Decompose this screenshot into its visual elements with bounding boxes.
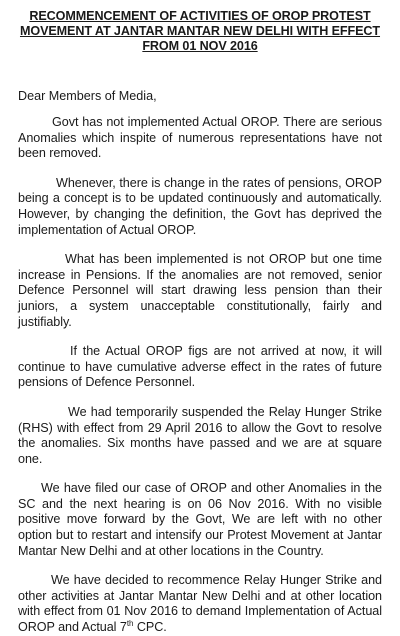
paragraph-1: Govt has not implemented Actual OROP. There are serious Anomalies which inspite of numerous representations have not been removed. [18,115,382,161]
title-line-2: MOVEMENT AT JANTAR MANTAR NEW DELHI WITH EFFECT [19,24,381,38]
paragraph-2: Whenever, there is change in the rates of pensions, OROP being a concept is to be updated continuously and automatically. However, by changing the definition, the Govt has deprived the implementation of Actual OROP. [18,175,382,237]
title-line-3: FROM 01 NOV 2016 [142,39,258,53]
paragraph-7 [18,573,382,635]
paragraph-6: We have filed our case of OROP and other Anomalies in the SC and the next hearing is on 06 Nov 2016. With no visible positive move forward by the Govt, We are left with no other option but to restart and intensify our Protest Movement at Jantar Mantar New Delhi and at other locations in the Country. [18,481,382,558]
salutation: Dear Members of Media, [18,89,157,103]
paragraph-3: What has been implemented is not OROP but one time increase in Pensions. If the anomalies are not removed, senior Defence Personnel will start drawing less pension than their juniors, a system unacceptable constitutionally, fairly and justifiably. [18,252,382,329]
paragraph-7-text: We have decided to recommence Relay Hunger Strike and other activities at Jantar Mantar New Delhi and at other location with effect from 01 Nov 2016 to demand Implementation of Actual OROP and Actual 7 [18,573,382,635]
paragraph-5: We had temporarily suspended the Relay Hunger Strike (RHS) with effect from 29 April 2016 to allow the Govt to resolve the anomalies. Six months have passed and we are at square one. [18,404,382,466]
paragraph-4: If the Actual OROP figs are not arrived at now, it will continue to have cumulative adverse effect in the rates of future pensions of Defence Personnel. [18,344,382,390]
document-title [18,9,382,54]
ordinal-suffix: th [126,618,134,628]
title-line-1: RECOMMENCEMENT OF ACTIVITIES OF OROP PROTEST [29,9,371,23]
paragraph-7-end: CPC. [133,620,167,635]
